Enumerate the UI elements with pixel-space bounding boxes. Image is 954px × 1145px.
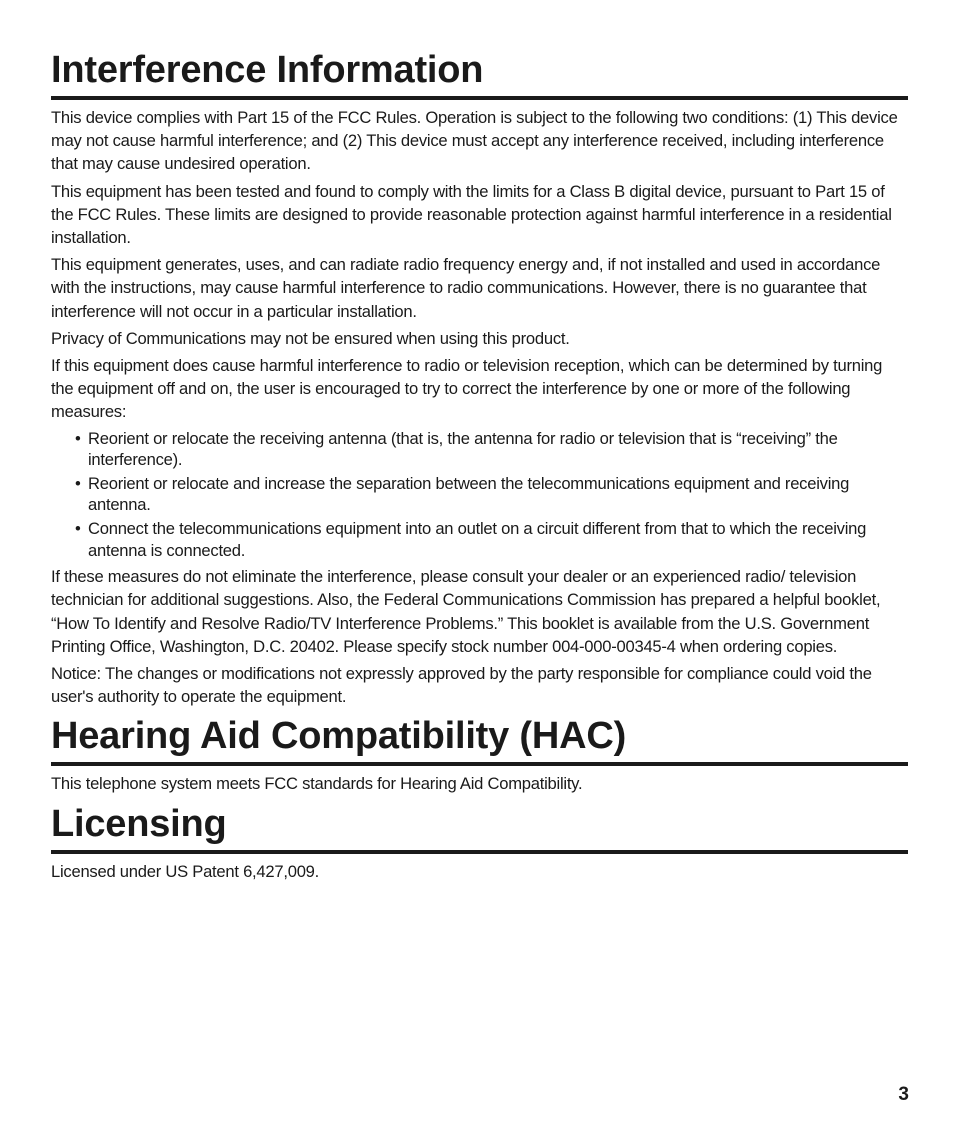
- paragraph: If this equipment does cause harmful interference to radio or television reception, which can be determined by turning the equipment off and on, the user is encouraged to try to correct the interference by one or more of the following measures:: [51, 356, 883, 422]
- paragraph: Notice: The changes or modifications not expressly approved by the party responsible for compliance could void the user's authority to operate the equipment.: [51, 664, 872, 707]
- heading-rule: [51, 850, 908, 854]
- bullet-icon: •: [75, 473, 81, 493]
- section-licensing: [51, 800, 908, 883]
- paragraph: This device complies with Part 15 of the FCC Rules. Operation is subject to the following two conditions: (1) This device may not cause harmful interference; and (2) This device must accept any interference received, including interference that may cause undesired operation.: [51, 108, 898, 174]
- heading-rule: [51, 762, 908, 766]
- list-item: [75, 428, 908, 471]
- list-item: [75, 518, 908, 561]
- list-item-text: Connect the telecommunications equipment into an outlet on a circuit different from that to which the receiving antenna is connected.: [88, 519, 867, 560]
- paragraph: Licensed under US Patent 6,427,009.: [51, 861, 320, 881]
- bullet-icon: •: [75, 428, 81, 448]
- section-heading: Hearing Aid Compatibility (HAC): [51, 715, 627, 758]
- paragraph: This telephone system meets FCC standards for Hearing Aid Compatibility.: [51, 774, 583, 794]
- list-item-text: Reorient or relocate and increase the separation between the telecommunications equipment and receiving antenna.: [88, 473, 850, 515]
- section-heading: Licensing: [51, 802, 227, 845]
- list-item: [75, 473, 908, 516]
- paragraph: This equipment generates, uses, and can radiate radio frequency energy and, if not installed and used in accordance with the instructions, may cause harmful interference to radio communications. However, there is no guarantee that interference will not occur in a particular installation.: [51, 255, 881, 321]
- measures-list: [51, 428, 908, 562]
- page-number: 3: [898, 1084, 909, 1105]
- document-page: [51, 46, 908, 887]
- section-interference-information: [51, 46, 908, 708]
- section-heading: Interference Information: [51, 49, 484, 91]
- list-item-text: Reorient or relocate the receiving antenna (that is, the antenna for radio or television that is “receiving” the interference).: [88, 428, 838, 470]
- heading-rule: [51, 96, 908, 100]
- section-hearing-aid-compatibility: [51, 712, 908, 795]
- bullet-icon: •: [75, 519, 81, 539]
- paragraph: Privacy of Communications may not be ensured when using this product.: [51, 328, 570, 348]
- paragraph: This equipment has been tested and found to comply with the limits for a Class B digital device, pursuant to Part 15 of the FCC Rules. These limits are designed to provide reasonable protection against harmful interference in a residential installation.: [51, 181, 892, 248]
- paragraph: If these measures do not eliminate the interference, please consult your dealer or an experienced radio/ television technician for additional suggestions. Also, the Federal Communications Commission has prepared a helpful booklet, “How To Identify and Resolve Radio/TV Interference Problems.” This booklet is available from the U.S. Government Printing Office, Washington, D.C. 20402. Please specify stock number 004-000-00345-4 when ordering copies.: [51, 567, 881, 656]
